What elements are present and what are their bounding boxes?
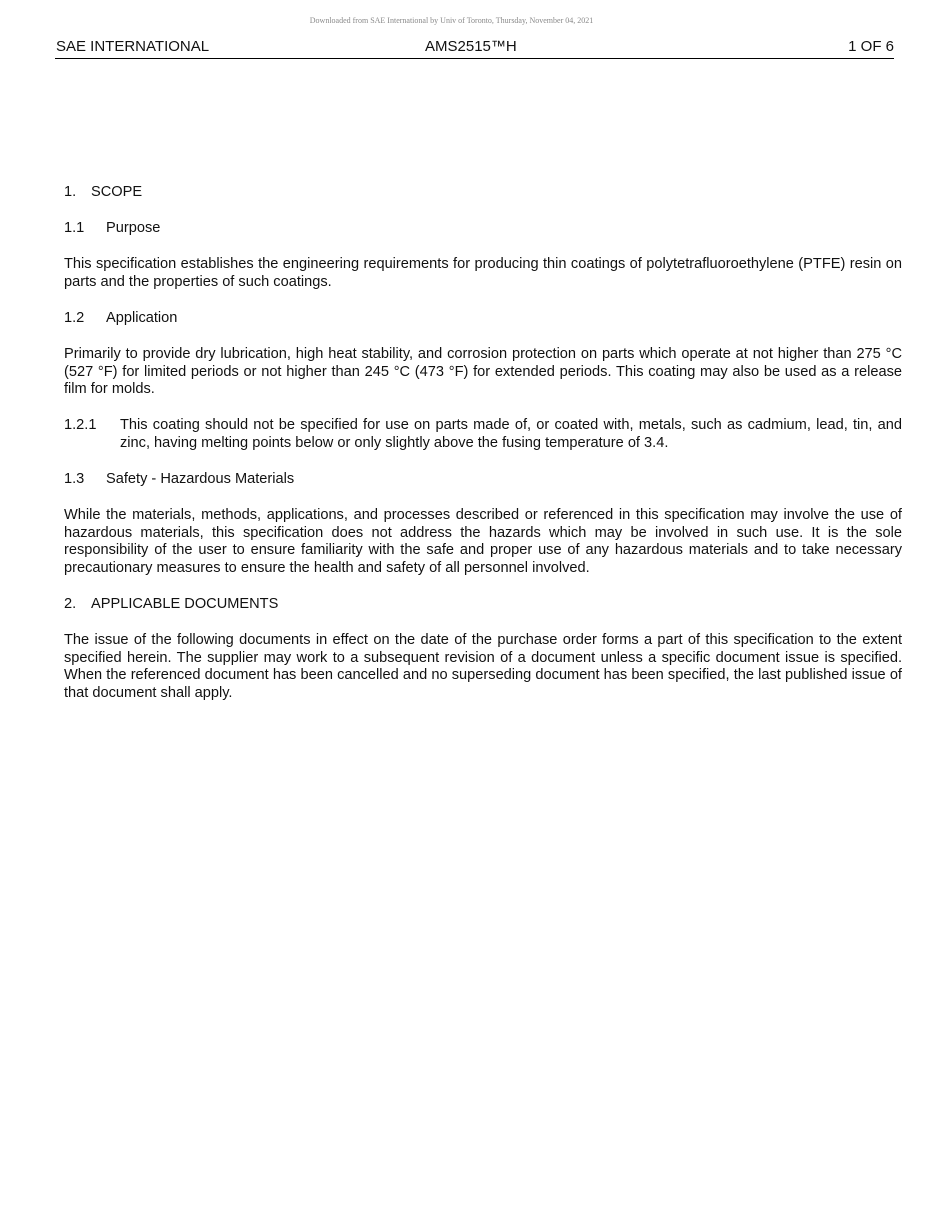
section-number: 1.2 — [64, 309, 85, 326]
publisher-name: SAE INTERNATIONAL — [56, 38, 210, 55]
application-paragraph: Primarily to provide dry lubrication, high heat stability, and corrosion protection on parts which operate at not higher than 275 °C (527 °F) for limited periods or not higher than 245 °C (473 °F) for extended periods. This coating may also be used as a release film for molds. — [64, 345, 902, 398]
download-watermark: Downloaded from SAE International by Univ of Toronto, Thursday, November 04, 2021 — [309, 16, 594, 25]
section-title: Purpose — [106, 220, 161, 237]
section-heading-applicable-documents — [64, 596, 902, 614]
section-heading-application — [64, 310, 902, 328]
page-header — [55, 38, 894, 59]
applicable-documents-paragraph: The issue of the following documents in effect on the date of the purchase order forms a part of this specification to the extent specified herein. The supplier may work to a subsequent revision of a document unless a specific document issue is specified. When the referenced document has been cancelled and no superseding document has been specified, the last published issue of that document shall apply. — [64, 632, 902, 701]
section-number: 1.2.1 — [64, 417, 97, 434]
section-number: 1.1 — [64, 220, 85, 237]
section-number: 2. — [64, 595, 77, 612]
page-number: 1 OF 6 — [848, 38, 894, 55]
section-title: APPLICABLE DOCUMENTS — [91, 595, 279, 612]
section-heading-scope — [64, 184, 902, 202]
section-number: 1.3 — [64, 470, 85, 487]
section-title: Application — [106, 309, 178, 326]
document-body — [64, 184, 902, 721]
purpose-paragraph: This specification establishes the engineering requirements for producing thin coatings of polytetrafluoroethylene (PTFE) resin on parts and the properties of such coatings. — [64, 256, 902, 290]
section-title: Safety - Hazardous Materials — [106, 470, 295, 487]
section-title: SCOPE — [91, 184, 143, 200]
subsection-1-2-1 — [64, 417, 902, 452]
section-heading-safety — [64, 471, 902, 489]
subsection-paragraph: This coating should not be specified for use on parts made of, or coated with, metals, such as cadmium, lead, tin, and zinc, having melting points below or only slightly above the fusing temperature of 3.4. — [120, 417, 902, 451]
safety-paragraph: While the materials, methods, applications, and processes described or referenced in this specification may involve the use of hazardous materials, this specification does not address the hazards which may be involved in such use. It is the sole responsibility of the user to ensure familiarity with the safe and proper use of any hazardous materials and to take necessary precautionary measures to ensure the health and safety of all personnel involved. — [64, 507, 902, 576]
section-heading-purpose — [64, 220, 902, 238]
section-number: 1. — [64, 184, 77, 200]
document-id: AMS2515™H — [425, 38, 517, 55]
